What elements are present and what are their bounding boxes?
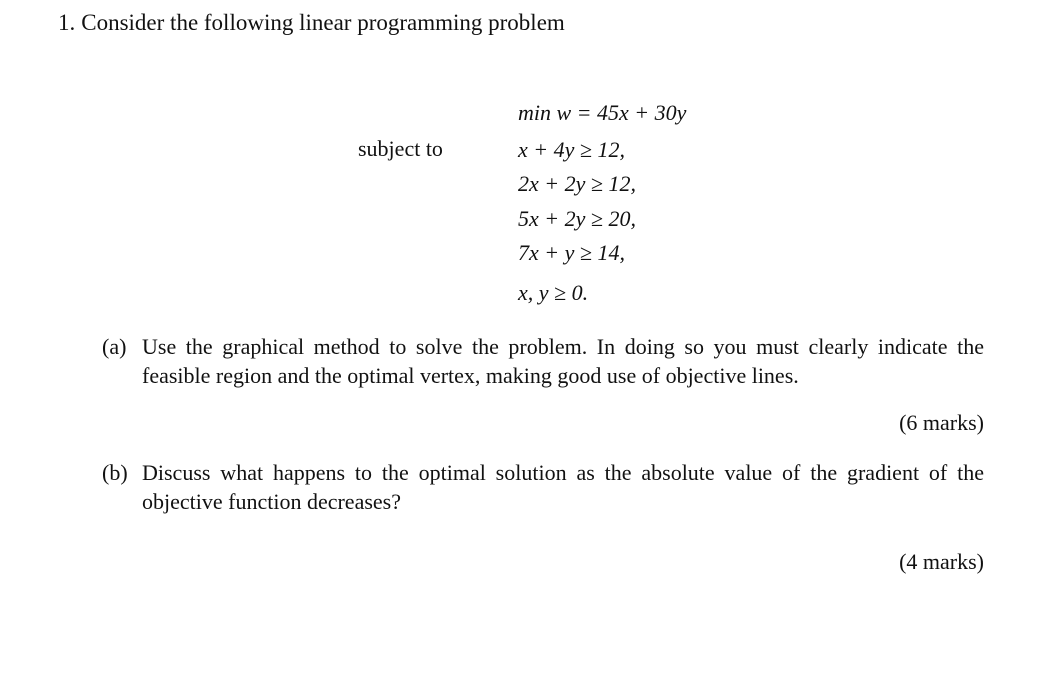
constraint-2: 2x + 2y ≥ 12, [518,171,636,196]
part-a-label: (a) [102,334,127,359]
part-b-text: Discuss what happens to the optimal solution as the absolute value of the gradient of the objective function decreases? [142,460,984,514]
constraint-3: 5x + 2y ≥ 20, [518,206,636,231]
part-a-marks: (6 marks) [899,410,984,435]
question-number: 1. [58,10,76,35]
objective-function: min w = 45x + 30y [518,100,687,125]
constraint-nonnegativity: x, y ≥ 0. [518,280,589,305]
constraint-4: 7x + y ≥ 14, [518,240,625,265]
subject-to-label: subject to [358,136,443,161]
part-b [102,458,984,516]
part-b-marks: (4 marks) [899,549,984,574]
question-heading-text: Consider the following linear programming problem [81,10,565,35]
question-heading [58,10,565,36]
part-a [102,332,984,390]
constraint-1: x + 4y ≥ 12, [518,137,625,162]
part-b-label: (b) [102,460,128,485]
part-a-text: Use the graphical method to solve the problem. In doing so you must clearly indicate the feasible region and the optimal vertex, making good use of objective lines. [142,334,984,388]
